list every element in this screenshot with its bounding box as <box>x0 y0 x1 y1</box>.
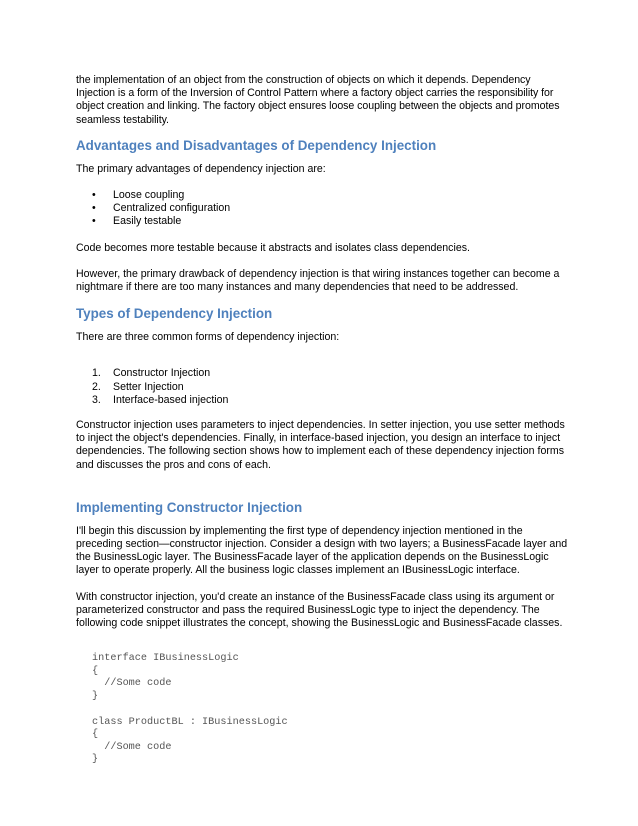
advantages-heading: Advantages and Disadvantages of Dependency Injection <box>76 137 437 153</box>
list-item <box>76 394 568 407</box>
advantages-lead: The primary advantages of dependency injection are: <box>76 162 326 175</box>
list-number: 1. <box>92 367 101 380</box>
code-block-class: class ProductBL : IBusinessLogic { //Some code } <box>92 716 288 766</box>
list-item-label: Interface-based injection <box>113 393 229 406</box>
list-item-label: Loose coupling <box>113 189 185 202</box>
list-item-label: Constructor Injection <box>113 367 211 380</box>
constructor-heading: Implementing Constructor Injection <box>76 499 303 515</box>
list-item <box>76 381 568 394</box>
list-item <box>76 202 568 215</box>
types-list <box>76 367 568 407</box>
types-paragraph: Constructor injection uses parameters to inject dependencies. In setter injection, you use setter methods to inject the object's dependencies. Finally, in interface-based injection, you design an interface to inject dependencies. The following section shows how to implement each of these dependency injection forms and discusses the pros and cons of each. <box>76 419 565 471</box>
list-item-label: Centralized configuration <box>113 202 231 215</box>
list-item-label: Setter Injection <box>113 380 184 393</box>
advantages-paragraph-drawback: However, the primary drawback of dependency injection is that wiring instances together can become a nightmare if there are too many instances and many dependencies that need to be addressed. <box>76 267 560 294</box>
advantages-paragraph-testable: Code becomes more testable because it abstracts and isolates class dependencies. <box>76 241 470 254</box>
list-number: 2. <box>92 380 101 393</box>
constructor-paragraph-snippet: With constructor injection, you'd create an instance of the BusinessFacade class using its argument or parameterized constructor and pass the required BusinessLogic type to inject the dependency. The following code snippet illustrates the concept, showing the BusinessLogic and BusinessFacade classes. <box>76 590 563 630</box>
list-number: 3. <box>92 393 101 406</box>
bullet-icon: • <box>92 202 96 215</box>
code-block-interface: interface IBusinessLogic { //Some code } <box>92 653 239 703</box>
bullet-icon: • <box>92 215 96 228</box>
bullet-icon: • <box>92 189 96 202</box>
list-item-label: Easily testable <box>113 215 182 228</box>
advantages-list <box>76 189 568 229</box>
constructor-paragraph-intro: I'll begin this discussion by implementing the first type of dependency injection mentioned in the preceding section—constructor injection. Consider a design with two layers; a BusinessFacade layer and the BusinessLogic layer. The BusinessFacade layer of the application depends on the BusinessLogic layer to operate properly. All the business logic classes implement an IBusinessLogic interface. <box>76 524 568 577</box>
list-item <box>76 367 568 380</box>
types-heading: Types of Dependency Injection <box>76 306 273 322</box>
document-page <box>76 74 568 767</box>
list-item <box>76 189 568 202</box>
list-item <box>76 215 568 228</box>
types-lead: There are three common forms of dependency injection: <box>76 331 340 344</box>
intro-paragraph: the implementation of an object from the construction of objects on which it depends. Dependency Injection is a form of the Inversion of Control Pattern where a factory object carries the responsibility for object creation and linking. The factory object ensures loose coupling between the objects and promotes seamless testability. <box>76 74 560 126</box>
